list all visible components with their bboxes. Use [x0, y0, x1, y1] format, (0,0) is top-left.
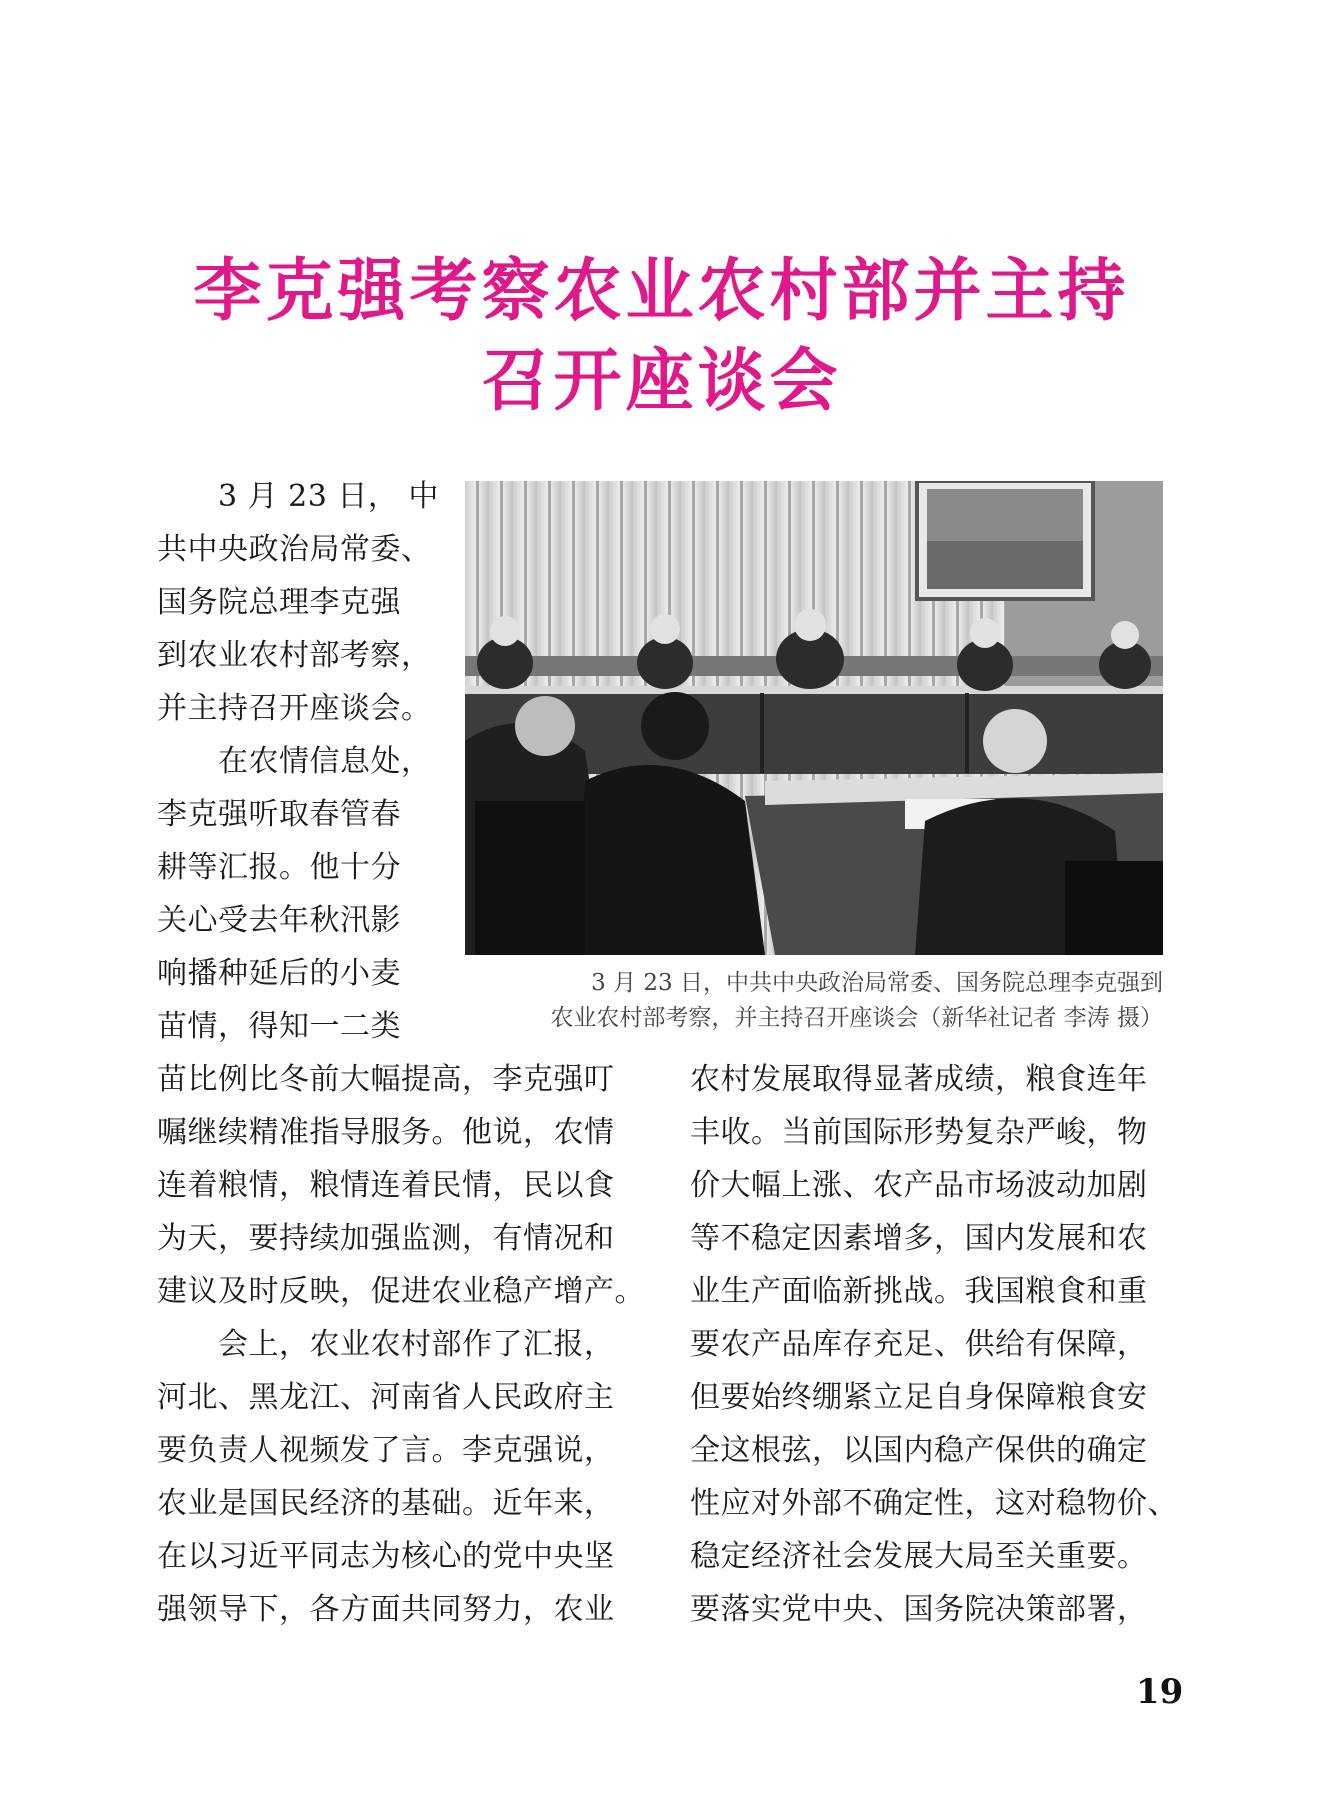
page-number: 19	[1136, 1672, 1184, 1712]
body-line: 业生产面临新挑战。我国粮食和重	[690, 1274, 1148, 1309]
body-line: 等不稳定因素增多，国内发展和农	[690, 1221, 1148, 1256]
body-line: 在农情信息处，	[218, 744, 432, 779]
body-line: 并主持召开座谈会。	[157, 691, 432, 726]
body-line: 全这根弦，以国内稳产保供的确定	[690, 1433, 1148, 1468]
body-line: 强领导下，各方面共同努力，农业	[157, 1592, 615, 1627]
body-line: 农村发展取得显著成绩，粮食连年	[690, 1062, 1148, 1097]
body-line: 到农业农村部考察，	[157, 638, 432, 673]
body-line: 在以习近平同志为核心的党中央坚	[157, 1539, 615, 1574]
body-line: 要负责人视频发了言。李克强说，	[157, 1433, 615, 1468]
article-title-line-2: 召开座谈会	[481, 342, 842, 421]
body-line: 耕等汇报。他十分	[157, 850, 401, 885]
body-line: 稳定经济社会发展大局至关重要。	[690, 1539, 1148, 1574]
body-line: 建议及时反映，促进农业稳产增产。	[157, 1274, 645, 1309]
body-line: 3 月 23 日， 中	[218, 479, 439, 514]
body-line: 农业是国民经济的基础。近年来，	[157, 1486, 615, 1521]
body-line: 为天，要持续加强监测，有情况和	[157, 1221, 615, 1256]
body-line: 国务院总理李克强	[157, 585, 401, 620]
body-line: 连着粮情，粮情连着民情，民以食	[157, 1168, 615, 1203]
body-line: 要农产品库存充足、供给有保障，	[690, 1327, 1148, 1362]
body-line: 苗比例比冬前大幅提高，李克强叮	[157, 1062, 615, 1097]
body-line: 河北、黑龙江、河南省人民政府主	[157, 1380, 615, 1415]
body-line: 价大幅上涨、农产品市场波动加剧	[690, 1168, 1148, 1203]
body-line: 嘱继续精准指导服务。他说，农情	[157, 1115, 615, 1150]
photo-caption-line: 3 月 23 日，中共中央政治局常委、国务院总理李克强到	[591, 970, 1163, 996]
meeting-photo	[465, 481, 1163, 955]
body-line: 响播种延后的小麦	[157, 956, 401, 991]
body-line: 要落实党中央、国务院决策部署，	[690, 1592, 1148, 1627]
body-line: 李克强听取春管春	[157, 797, 401, 832]
body-line: 但要始终绷紧立足自身保障粮食安	[690, 1380, 1148, 1415]
body-line: 关心受去年秋汛影	[157, 903, 401, 938]
body-line: 性应对外部不确定性，这对稳物价、	[690, 1486, 1178, 1521]
body-line: 丰收。当前国际形势复杂严峻，物	[690, 1115, 1148, 1150]
photo-caption-line: 农业农村部考察，并主持召开座谈会（新华社记者 李涛 摄）	[550, 1005, 1163, 1031]
article-title-line-1: 李克强考察农业农村部并主持	[193, 252, 1130, 331]
body-line: 苗情，得知一二类	[157, 1009, 401, 1044]
body-line: 共中央政治局常委、	[157, 532, 432, 567]
body-line: 会上，农业农村部作了汇报，	[218, 1327, 615, 1362]
